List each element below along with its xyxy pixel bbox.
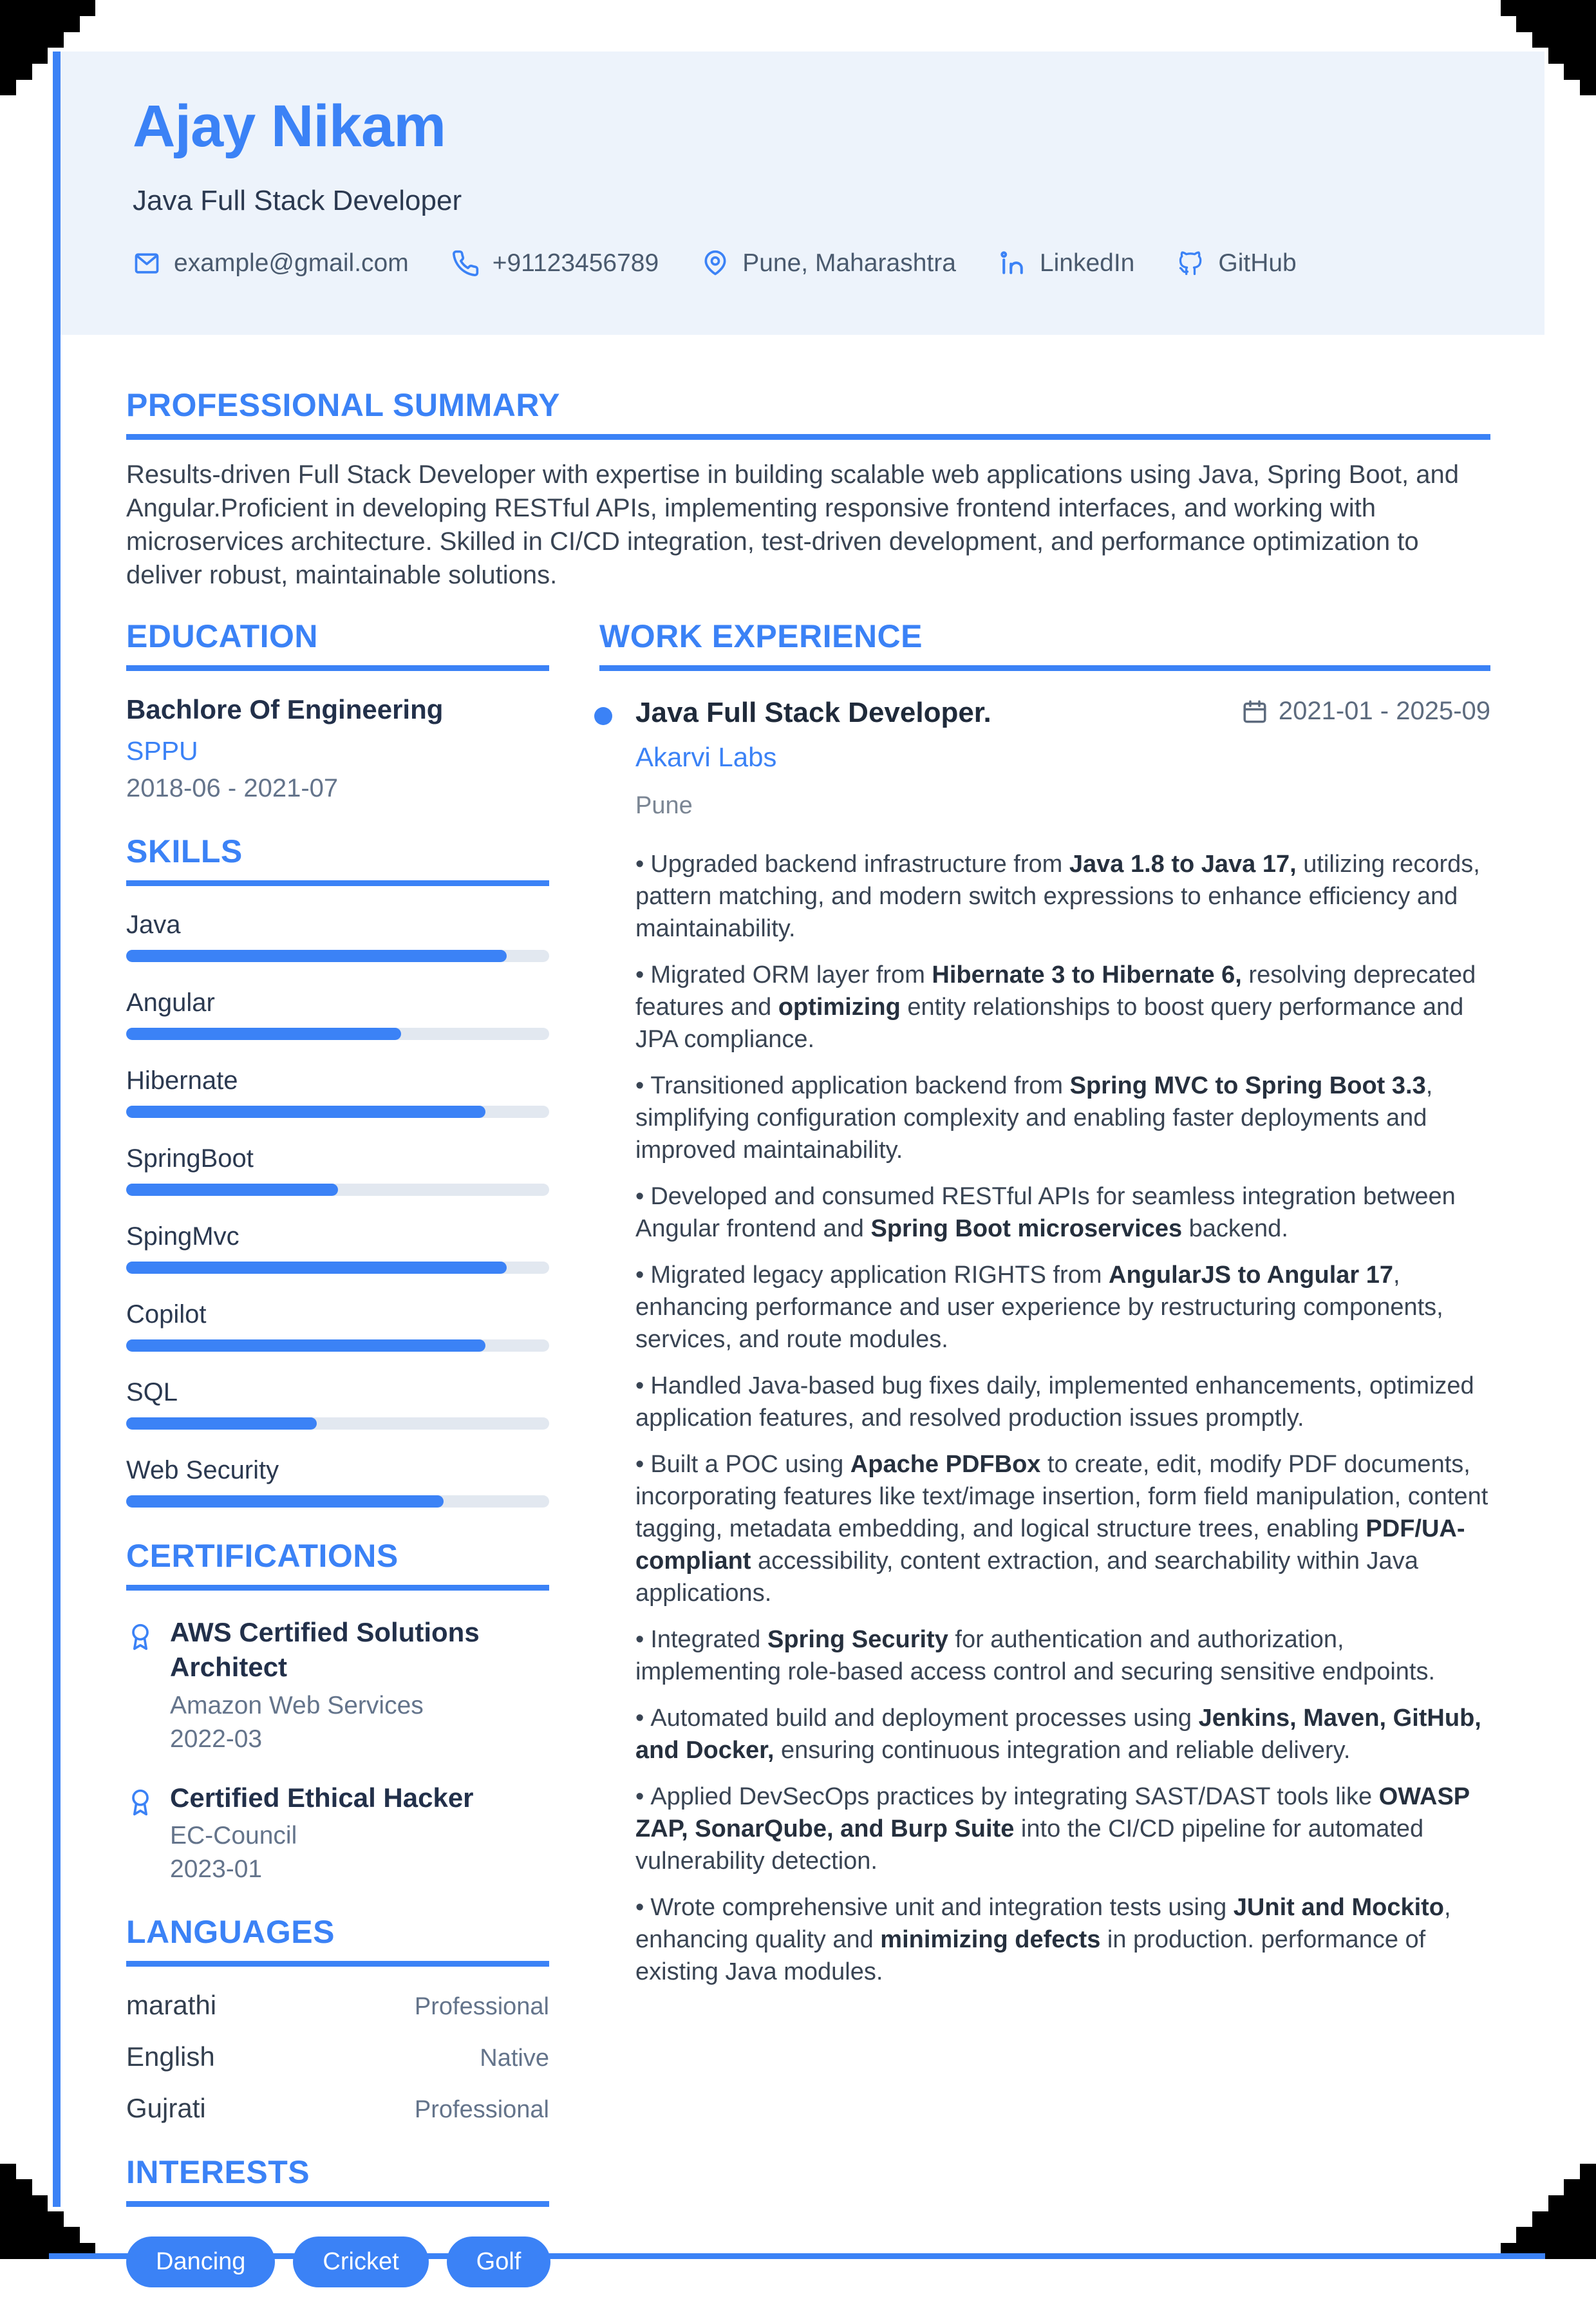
skills-heading: SKILLS — [126, 833, 549, 886]
calendar-icon — [1241, 698, 1268, 725]
skill-bar-fill — [126, 1339, 485, 1352]
contact-label: LinkedIn — [1039, 249, 1135, 277]
skill-bar-track — [126, 1184, 549, 1196]
summary-text: Results-driven Full Stack Developer with expertise in building scalable web applications using Java, Spring Boot, and Angular.Proficient in developing RESTful APIs, implementing responsive frontend interfaces, and working with microservices architecture. Skilled in CI/CD integration, test-driven development, and performance optimization to deliver robust, maintainable solutions. — [126, 460, 1459, 589]
skill-bar-track — [126, 1417, 549, 1430]
certification-list — [126, 1615, 549, 1884]
contact-item--91123456789[interactable] — [451, 249, 659, 278]
job-bullet: • Wrote comprehensive unit and integration tests using JUnit and Mockito, enhancing quality and minimizing defects in production. performance of existing Java modules. — [635, 1894, 1451, 1985]
location-icon — [701, 249, 729, 278]
skill-row — [126, 1066, 549, 1118]
language-row — [126, 2093, 549, 2124]
resume-body — [126, 386, 1490, 2317]
section-skills — [126, 833, 549, 1508]
job-bullet: • Developed and consumed RESTful APIs for seamless integration between Angular frontend and Spring Boot microservices backend. — [635, 1183, 1456, 1242]
award-ribbon-icon — [126, 1619, 155, 1647]
job-bullet-list — [635, 848, 1490, 1988]
resume-header — [61, 52, 1544, 335]
skill-bar-fill — [126, 1262, 507, 1274]
contact-item-pune-maharashtra — [701, 249, 956, 278]
certifications-heading: CERTIFICATIONS — [126, 1537, 549, 1591]
skill-bar-fill — [126, 1106, 485, 1118]
certification-title: Certified Ethical Hacker — [170, 1782, 474, 1813]
bullet-marker: • — [635, 1072, 644, 1099]
corner-mark-bottom-left — [0, 2164, 95, 2259]
certification-issuer: EC-Council — [170, 1822, 297, 1850]
section-professional-summary — [126, 386, 1490, 592]
skill-name: Web Security — [126, 1455, 279, 1484]
bullet-marker: • — [635, 1451, 644, 1478]
github-icon — [1177, 249, 1205, 278]
left-accent-stripe — [53, 52, 61, 2207]
job-bullet: • Handled Java-based bug fixes daily, implemented enhancements, optimized application features, and resolved production issues promptly. — [635, 1372, 1474, 1432]
bullet-marker: • — [635, 1705, 644, 1732]
bullet-marker: • — [635, 1626, 644, 1653]
skill-bar-track — [126, 1106, 549, 1118]
skill-name: Java — [126, 910, 181, 939]
interest-pill-cricket: Cricket — [293, 2237, 428, 2287]
bullet-marker: • — [635, 1372, 644, 1399]
skill-name: SQL — [126, 1377, 178, 1406]
skill-bar-fill — [126, 1028, 401, 1040]
candidate-name: Ajay Nikam — [133, 93, 446, 159]
skill-row — [126, 1456, 549, 1508]
education-school: SPPU — [126, 735, 198, 766]
job-bullet: • Migrated ORM layer from Hibernate 3 to Hibernate 6, resolving deprecated features and optimizing entity relationships to boost query performance and JPA compliance. — [635, 961, 1476, 1053]
interest-pill-row — [126, 2237, 549, 2287]
bullet-marker: • — [635, 1262, 644, 1289]
interest-pill-dancing: Dancing — [126, 2237, 275, 2287]
skill-row — [126, 1222, 549, 1274]
certification-title: AWS Certified Solutions Architect — [170, 1616, 480, 1683]
timeline-dot — [594, 707, 612, 725]
skill-name: Angular — [126, 988, 215, 1017]
skill-bar-track — [126, 950, 549, 962]
section-interests — [126, 2153, 549, 2287]
skill-bar-track — [126, 1339, 549, 1352]
work-experience-heading: WORK EXPERIENCE — [599, 618, 1490, 671]
skill-name: Hibernate — [126, 1066, 238, 1095]
language-level: Professional — [414, 2096, 549, 2124]
linkedin-icon — [999, 249, 1027, 278]
contact-row — [133, 249, 1544, 278]
skill-row — [126, 911, 549, 962]
language-list — [126, 1990, 549, 2124]
skill-bar-track — [126, 1262, 549, 1274]
languages-heading: LANGUAGES — [126, 1913, 549, 1967]
language-row — [126, 1990, 549, 2021]
bullet-marker: • — [635, 851, 644, 878]
right-column — [599, 618, 1490, 2317]
language-row — [126, 2041, 549, 2072]
skill-bar-fill — [126, 1495, 444, 1508]
education-entry — [126, 693, 549, 803]
corner-mark-bottom-right — [1501, 2164, 1596, 2259]
job-bullet: • Built a POC using Apache PDFBox to create, edit, modify PDF documents, incorporating features like text/image insertion, form field manipulation, content tagging, metadata embedding, and logical structure trees, enabling PDF/UA-compliant accessibility, content extraction, and searchability within Java applications. — [635, 1451, 1488, 1607]
certification-item — [126, 1781, 549, 1884]
contact-label: example@gmail.com — [174, 249, 409, 277]
skill-name: Copilot — [126, 1300, 207, 1329]
skills-list — [126, 911, 549, 1508]
education-heading: EDUCATION — [126, 618, 549, 671]
bullet-marker: • — [635, 1783, 644, 1810]
candidate-title: Java Full Stack Developer — [133, 185, 462, 216]
skill-bar-fill — [126, 1417, 317, 1430]
job-bullet: • Upgraded backend infrastructure from Java 1.8 to Java 17, utilizing records, pattern matching, and modern switch expressions to enhance efficiency and maintainability. — [635, 851, 1480, 942]
job-bullet: • Applied DevSecOps practices by integrating SAST/DAST tools like OWASP ZAP, SonarQube, and Burp Suite into the CI/CD pipeline for automated vulnerability detection. — [635, 1783, 1470, 1875]
contact-label: Pune, Maharashtra — [742, 249, 956, 277]
certification-item — [126, 1615, 549, 1754]
certification-date: 2022-03 — [170, 1725, 263, 1753]
section-languages — [126, 1913, 549, 2124]
contact-item-linkedin[interactable] — [999, 249, 1134, 278]
job-title: Java Full Stack Developer. — [635, 697, 991, 728]
language-name: English — [126, 2041, 215, 2072]
bullet-marker: • — [635, 961, 644, 988]
job-period — [1241, 697, 1490, 726]
job-company: Akarvi Labs — [635, 742, 777, 772]
job-bullet: • Automated build and deployment processes using Jenkins, Maven, GitHub, and Docker, ensuring continuous integration and reliable delivery. — [635, 1705, 1481, 1764]
email-icon — [133, 249, 161, 278]
contact-item-github[interactable] — [1177, 249, 1296, 278]
bullet-marker: • — [635, 1894, 644, 1921]
skill-bar-track — [126, 1028, 549, 1040]
contact-item-example-gmail-com[interactable] — [133, 249, 409, 278]
education-degree: Bachlore Of Engineering — [126, 694, 444, 724]
skill-bar-track — [126, 1495, 549, 1508]
job-entry — [599, 697, 1490, 1988]
section-work-experience — [599, 618, 1490, 1988]
education-dates: 2018-06 - 2021-07 — [126, 773, 339, 802]
interest-pill-golf: Golf — [447, 2237, 551, 2287]
phone-icon — [451, 249, 480, 278]
skill-bar-fill — [126, 950, 507, 962]
skill-row — [126, 988, 549, 1040]
skill-name: SpringBoot — [126, 1144, 254, 1173]
job-location: Pune — [635, 792, 693, 819]
language-level: Professional — [414, 1993, 549, 2021]
job-bullet: • Integrated Spring Security for authentication and authorization, implementing role-based access control and securing sensitive endpoints. — [635, 1626, 1436, 1685]
certification-issuer: Amazon Web Services — [170, 1691, 424, 1719]
skill-name: SpingMvc — [126, 1222, 239, 1251]
language-name: marathi — [126, 1990, 217, 2021]
skill-row — [126, 1378, 549, 1430]
contact-label: GitHub — [1218, 249, 1297, 277]
summary-heading: PROFESSIONAL SUMMARY — [126, 386, 1490, 440]
skill-bar-fill — [126, 1184, 338, 1196]
language-level: Native — [480, 2045, 549, 2072]
left-column — [126, 618, 549, 2317]
job-period-text: 2021-01 - 2025-09 — [1278, 697, 1490, 725]
contact-label: +91123456789 — [492, 249, 659, 277]
bullet-marker: • — [635, 1183, 644, 1210]
job-bullet: • Migrated legacy application RIGHTS from AngularJS to Angular 17, enhancing performance and user experience by restructuring components, services, and route modules. — [635, 1262, 1443, 1353]
interests-heading: INTERESTS — [126, 2153, 549, 2207]
job-bullet: • Transitioned application backend from Spring MVC to Spring Boot 3.3, simplifying configuration complexity and enabling faster deployments and improved maintainability. — [635, 1072, 1433, 1164]
skill-row — [126, 1144, 549, 1196]
skill-row — [126, 1300, 549, 1352]
language-name: Gujrati — [126, 2093, 206, 2124]
award-ribbon-icon — [126, 1784, 155, 1813]
certification-date: 2023-01 — [170, 1855, 263, 1884]
section-certifications — [126, 1537, 549, 1884]
section-education — [126, 618, 549, 803]
